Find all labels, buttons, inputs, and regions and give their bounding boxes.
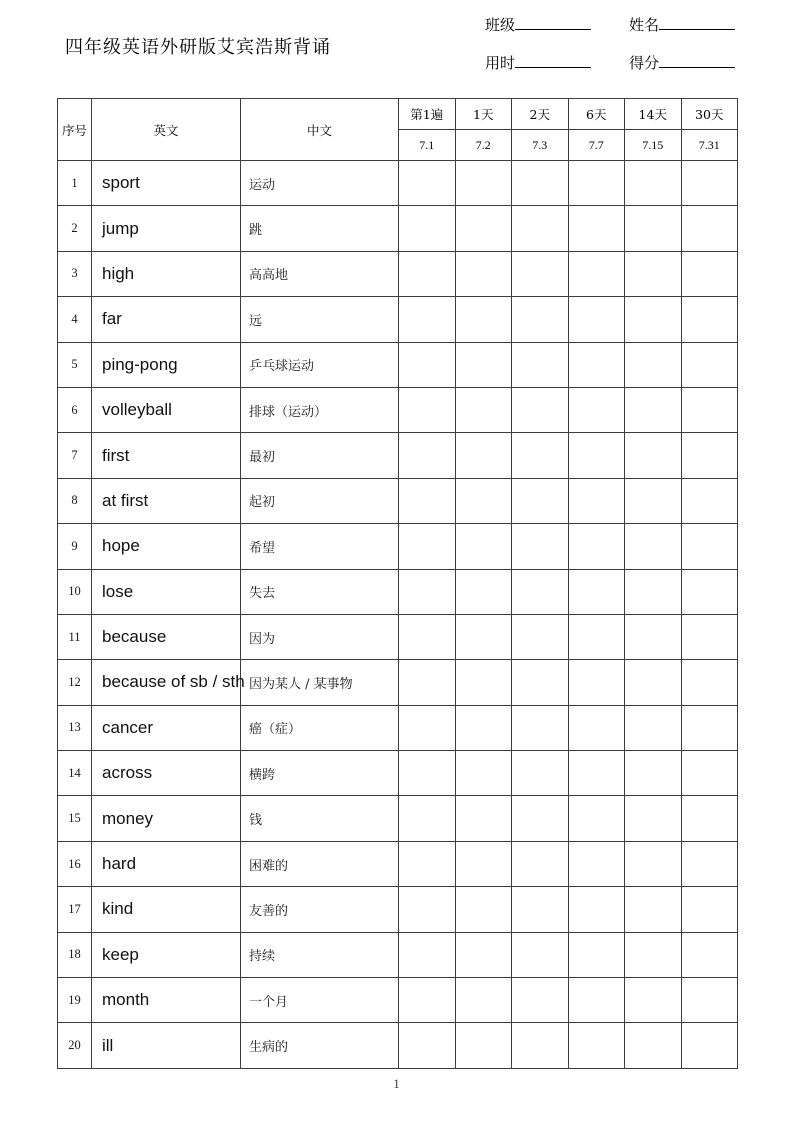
review-check-cell [625, 932, 682, 977]
english-word-cell: jump [92, 206, 241, 251]
english-word-cell: because [92, 614, 241, 659]
chinese-meaning-cell: 跳 [241, 206, 399, 251]
review-check-cell [568, 524, 625, 569]
review-check-cell [681, 342, 738, 387]
review-check-cell [512, 841, 569, 886]
table-row [58, 1023, 738, 1068]
review-check-cell [568, 387, 625, 432]
review-check-cell [568, 1023, 625, 1068]
row-number-cell: 6 [58, 387, 92, 432]
table-row [58, 932, 738, 977]
review-check-cell [455, 206, 512, 251]
review-check-cell [399, 297, 456, 342]
row-number-cell: 19 [58, 978, 92, 1023]
review-check-cell [455, 297, 512, 342]
review-check-cell [681, 524, 738, 569]
review-check-cell [512, 751, 569, 796]
review-check-cell [568, 887, 625, 932]
review-check-cell [568, 251, 625, 296]
review-check-cell [568, 206, 625, 251]
table-row [58, 297, 738, 342]
vocab-table [57, 98, 738, 1069]
review-check-cell [625, 433, 682, 478]
row-number-cell: 2 [58, 206, 92, 251]
chinese-meaning-cell: 排球（运动） [241, 387, 399, 432]
review-check-cell [512, 206, 569, 251]
row-number-cell: 13 [58, 705, 92, 750]
english-word-cell: month [92, 978, 241, 1023]
review-check-cell [625, 342, 682, 387]
review-check-cell [512, 251, 569, 296]
review-check-cell [568, 161, 625, 206]
chinese-meaning-cell: 乒乓球运动 [241, 342, 399, 387]
review-check-cell [512, 887, 569, 932]
review-check-cell [512, 297, 569, 342]
review-check-cell [512, 932, 569, 977]
review-check-cell [399, 206, 456, 251]
review-check-cell [512, 387, 569, 432]
review-check-cell [625, 887, 682, 932]
review-col-header: 第1遍 [399, 99, 456, 130]
review-check-cell [455, 161, 512, 206]
review-check-cell [455, 387, 512, 432]
english-word-cell: lose [92, 569, 241, 614]
review-check-cell [455, 524, 512, 569]
col-header-english: 英文 [92, 99, 241, 161]
review-col-date: 7.3 [512, 130, 569, 161]
review-col-date: 7.15 [625, 130, 682, 161]
class-blank-line [515, 16, 591, 30]
review-col-date: 7.2 [455, 130, 512, 161]
review-col-header: 14天 [625, 99, 682, 130]
review-col-date: 7.31 [681, 130, 738, 161]
row-number-cell: 9 [58, 524, 92, 569]
review-check-cell [568, 751, 625, 796]
review-col-header: 6天 [568, 99, 625, 130]
table-row [58, 342, 738, 387]
review-check-cell [625, 751, 682, 796]
review-check-cell [512, 796, 569, 841]
review-check-cell [399, 387, 456, 432]
review-check-cell [399, 342, 456, 387]
review-check-cell [512, 705, 569, 750]
review-check-cell [399, 433, 456, 478]
name-blank-line [659, 16, 735, 30]
review-check-cell [681, 887, 738, 932]
review-check-cell [681, 433, 738, 478]
score-blank-line [659, 54, 735, 68]
review-check-cell [625, 161, 682, 206]
table-row [58, 841, 738, 886]
review-check-cell [399, 978, 456, 1023]
english-word-cell: ping-pong [92, 342, 241, 387]
review-check-cell [625, 841, 682, 886]
review-check-cell [681, 297, 738, 342]
review-check-cell [512, 161, 569, 206]
chinese-meaning-cell: 高高地 [241, 251, 399, 296]
review-check-cell [625, 206, 682, 251]
review-check-cell [455, 569, 512, 614]
row-number-cell: 15 [58, 796, 92, 841]
review-check-cell [681, 569, 738, 614]
review-check-cell [681, 932, 738, 977]
row-number-cell: 11 [58, 614, 92, 659]
score-field-label: 得分 [628, 54, 659, 72]
time-field-label: 用时 [485, 54, 516, 72]
table-row [58, 478, 738, 523]
review-check-cell [625, 478, 682, 523]
review-check-cell [625, 705, 682, 750]
review-check-cell [681, 478, 738, 523]
review-check-cell [399, 705, 456, 750]
review-check-cell [455, 614, 512, 659]
table-row [58, 524, 738, 569]
review-check-cell [568, 433, 625, 478]
review-check-cell [399, 251, 456, 296]
table-row [58, 705, 738, 750]
english-word-cell: high [92, 251, 241, 296]
review-check-cell [455, 660, 512, 705]
review-check-cell [512, 478, 569, 523]
review-check-cell [681, 660, 738, 705]
header-fields [485, 14, 735, 90]
chinese-meaning-cell: 运动 [241, 161, 399, 206]
chinese-meaning-cell: 因为某人 / 某事物 [241, 660, 399, 705]
review-check-cell [399, 796, 456, 841]
time-blank-line [515, 54, 591, 68]
vocab-table-head [58, 99, 738, 161]
row-number-cell: 17 [58, 887, 92, 932]
review-check-cell [512, 978, 569, 1023]
chinese-meaning-cell: 生病的 [241, 1023, 399, 1068]
review-check-cell [681, 705, 738, 750]
review-check-cell [399, 660, 456, 705]
english-word-cell: hope [92, 524, 241, 569]
review-check-cell [455, 342, 512, 387]
review-col-date: 7.1 [399, 130, 456, 161]
review-col-header: 2天 [512, 99, 569, 130]
row-number-cell: 5 [58, 342, 92, 387]
row-number-cell: 7 [58, 433, 92, 478]
review-check-cell [568, 569, 625, 614]
col-header-number: 序号 [58, 99, 92, 161]
review-check-cell [625, 660, 682, 705]
review-check-cell [512, 614, 569, 659]
review-check-cell [568, 796, 625, 841]
review-check-cell [568, 841, 625, 886]
table-row [58, 433, 738, 478]
english-word-cell: kind [92, 887, 241, 932]
chinese-meaning-cell: 持续 [241, 932, 399, 977]
class-field-label: 班级 [485, 16, 516, 34]
table-row [58, 660, 738, 705]
row-number-cell: 8 [58, 478, 92, 523]
review-check-cell [455, 1023, 512, 1068]
row-number-cell: 20 [58, 1023, 92, 1068]
review-check-cell [512, 524, 569, 569]
class-field [485, 14, 591, 35]
review-check-cell [681, 978, 738, 1023]
english-word-cell: hard [92, 841, 241, 886]
chinese-meaning-cell: 一个月 [241, 978, 399, 1023]
english-word-cell: because of sb / sth [92, 660, 241, 705]
review-check-cell [568, 614, 625, 659]
header-row-labels [58, 99, 738, 130]
review-check-cell [399, 478, 456, 523]
review-check-cell [681, 796, 738, 841]
review-check-cell [455, 796, 512, 841]
score-field [629, 52, 735, 73]
review-check-cell [512, 569, 569, 614]
fields-row-2 [485, 52, 735, 73]
table-row [58, 751, 738, 796]
row-number-cell: 3 [58, 251, 92, 296]
row-number-cell: 1 [58, 161, 92, 206]
table-row [58, 569, 738, 614]
english-word-cell: far [92, 297, 241, 342]
review-check-cell [568, 342, 625, 387]
page-number: 1 [393, 1076, 400, 1091]
review-check-cell [681, 614, 738, 659]
chinese-meaning-cell: 横跨 [241, 751, 399, 796]
name-field-label: 姓名 [628, 16, 659, 34]
review-check-cell [625, 297, 682, 342]
english-word-cell: ill [92, 1023, 241, 1068]
chinese-meaning-cell: 希望 [241, 524, 399, 569]
fields-row-1 [485, 14, 735, 35]
review-check-cell [399, 751, 456, 796]
chinese-meaning-cell: 困难的 [241, 841, 399, 886]
review-check-cell [625, 614, 682, 659]
review-check-cell [568, 978, 625, 1023]
review-check-cell [625, 978, 682, 1023]
table-row [58, 614, 738, 659]
table-row [58, 251, 738, 296]
chinese-meaning-cell: 友善的 [241, 887, 399, 932]
review-col-header: 30天 [681, 99, 738, 130]
review-check-cell [455, 751, 512, 796]
review-check-cell [681, 1023, 738, 1068]
review-check-cell [625, 796, 682, 841]
row-number-cell: 16 [58, 841, 92, 886]
name-field [629, 14, 735, 35]
time-field [485, 52, 591, 73]
english-word-cell: across [92, 751, 241, 796]
chinese-meaning-cell: 钱 [241, 796, 399, 841]
english-word-cell: at first [92, 478, 241, 523]
review-check-cell [455, 887, 512, 932]
english-word-cell: cancer [92, 705, 241, 750]
english-word-cell: volleyball [92, 387, 241, 432]
review-check-cell [681, 161, 738, 206]
review-check-cell [625, 524, 682, 569]
review-check-cell [512, 660, 569, 705]
review-check-cell [455, 841, 512, 886]
review-check-cell [455, 251, 512, 296]
english-word-cell: first [92, 433, 241, 478]
review-check-cell [512, 433, 569, 478]
review-check-cell [399, 1023, 456, 1068]
review-col-date: 7.7 [568, 130, 625, 161]
review-check-cell [399, 569, 456, 614]
review-check-cell [625, 251, 682, 296]
review-check-cell [455, 705, 512, 750]
review-check-cell [455, 978, 512, 1023]
review-check-cell [568, 478, 625, 523]
chinese-meaning-cell: 失去 [241, 569, 399, 614]
review-check-cell [568, 660, 625, 705]
table-row [58, 887, 738, 932]
review-check-cell [568, 932, 625, 977]
chinese-meaning-cell: 最初 [241, 433, 399, 478]
chinese-meaning-cell: 起初 [241, 478, 399, 523]
review-check-cell [681, 387, 738, 432]
row-number-cell: 4 [58, 297, 92, 342]
review-check-cell [681, 251, 738, 296]
review-check-cell [455, 433, 512, 478]
chinese-meaning-cell: 癌（症） [241, 705, 399, 750]
review-check-cell [512, 342, 569, 387]
chinese-meaning-cell: 远 [241, 297, 399, 342]
review-check-cell [512, 1023, 569, 1068]
english-word-cell: sport [92, 161, 241, 206]
review-check-cell [399, 932, 456, 977]
table-row [58, 796, 738, 841]
row-number-cell: 12 [58, 660, 92, 705]
review-check-cell [568, 705, 625, 750]
col-header-chinese: 中文 [241, 99, 399, 161]
review-check-cell [399, 841, 456, 886]
english-word-cell: keep [92, 932, 241, 977]
table-row [58, 206, 738, 251]
table-row [58, 161, 738, 206]
row-number-cell: 18 [58, 932, 92, 977]
chinese-meaning-cell: 因为 [241, 614, 399, 659]
review-check-cell [399, 524, 456, 569]
english-word-cell: money [92, 796, 241, 841]
review-check-cell [399, 614, 456, 659]
review-check-cell [399, 887, 456, 932]
review-check-cell [455, 478, 512, 523]
review-check-cell [681, 751, 738, 796]
review-check-cell [681, 206, 738, 251]
review-col-header: 1天 [455, 99, 512, 130]
table-row [58, 978, 738, 1023]
row-number-cell: 10 [58, 569, 92, 614]
review-check-cell [625, 1023, 682, 1068]
review-check-cell [455, 932, 512, 977]
vocab-table-body [58, 161, 738, 1069]
review-check-cell [568, 297, 625, 342]
table-row [58, 387, 738, 432]
row-number-cell: 14 [58, 751, 92, 796]
review-check-cell [681, 841, 738, 886]
review-check-cell [625, 569, 682, 614]
page-title: 四年级英语外研版艾宾浩斯背诵 [65, 37, 331, 58]
review-check-cell [625, 387, 682, 432]
review-check-cell [399, 161, 456, 206]
